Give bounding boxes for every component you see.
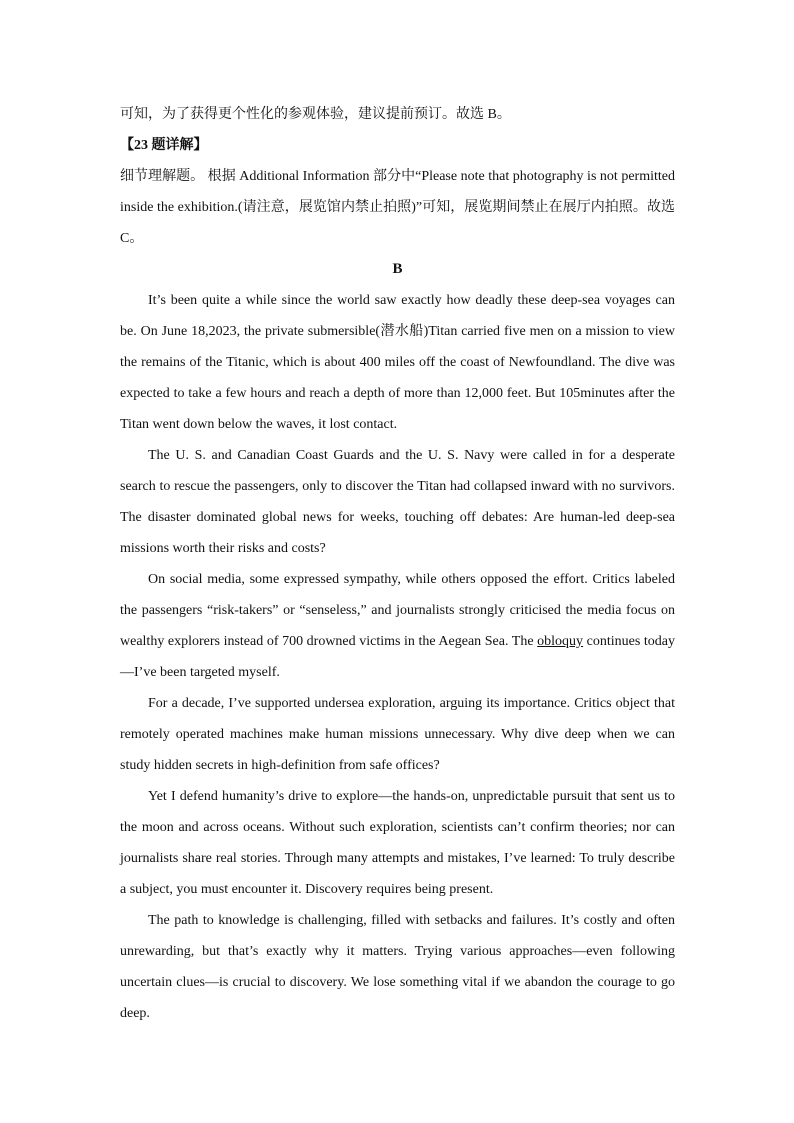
document-page [120,99,675,1029]
q23-explanation-header: 【23 题详解】 [120,138,208,153]
underlined-word-obloquy: obloquy [537,634,584,649]
passage-paragraph-3 [120,564,675,688]
passage-paragraph-2: The U. S. and Canadian Coast Guards and the U. S. Navy were called in for a desperate search to rescue the passengers, only to discover the Titan had collapsed inward with no survivors. The disaster dominated global news for weeks, touching off debates: Are human-led deep-sea missions worth their risks and costs? [120,448,675,556]
q23-explanation-text: 细节理解题。 根据 Additional Information 部分中“Please note that photography is not permitted inside the exhibition.(请注意，展览馆内禁止拍照)”可知，展览期间禁止在展厅内拍照。故选 C。 [120,169,675,246]
passage-paragraph-6: The path to knowledge is challenging, filled with setbacks and failures. It’s costly and often unrewarding, but that’s exactly why it matters. Trying various approaches—even following uncertain clues—is crucial to discovery. We lose something vital if we abandon the courage to go deep. [120,913,675,1021]
passage-paragraph-1: It’s been quite a while since the world saw exactly how deadly these deep-sea voyages can be. On June 18,2023, the private submersible(潜水船)Titan carried five men on a mission to view the remains of the Titanic, which is about 400 miles off the coast of Newfoundland. The dive was expected to take a few hours and reach a depth of more than 12,000 feet. But 105minutes after the Titan went down below the waves, it lost contact. [120,293,675,432]
section-label: B [392,261,403,277]
paragraph-3-before: On social media, some expressed sympathy, while others opposed the effort. Critics labeled the passengers “risk-takers” or “senseless,” and journalists strongly criticised the media focus on wealthy explorers instead of 700 drowned victims in the Aegean Sea. The [120,572,675,649]
previous-answer-tail: 可知，为了获得更个性化的参观体验，建议提前预订。故选 B。 [120,107,511,122]
paragraph-3-after: continues today—I’ve been targeted myself. [120,634,675,680]
passage-paragraph-4: For a decade, I’ve supported undersea exploration, arguing its importance. Critics object that remotely operated machines make human missions unnecessary. Why dive deep when we can study hidden secrets in high-definition from safe offices? [120,696,675,773]
passage-paragraph-5: Yet I defend humanity’s drive to explore—the hands-on, unpredictable pursuit that sent us to the moon and across oceans. Without such exploration, scientists can’t confirm theories; nor can journalists share real stories. Through many attempts and mistakes, I’ve learned: To truly describe a subject, you must encounter it. Discovery requires being present. [120,789,675,897]
